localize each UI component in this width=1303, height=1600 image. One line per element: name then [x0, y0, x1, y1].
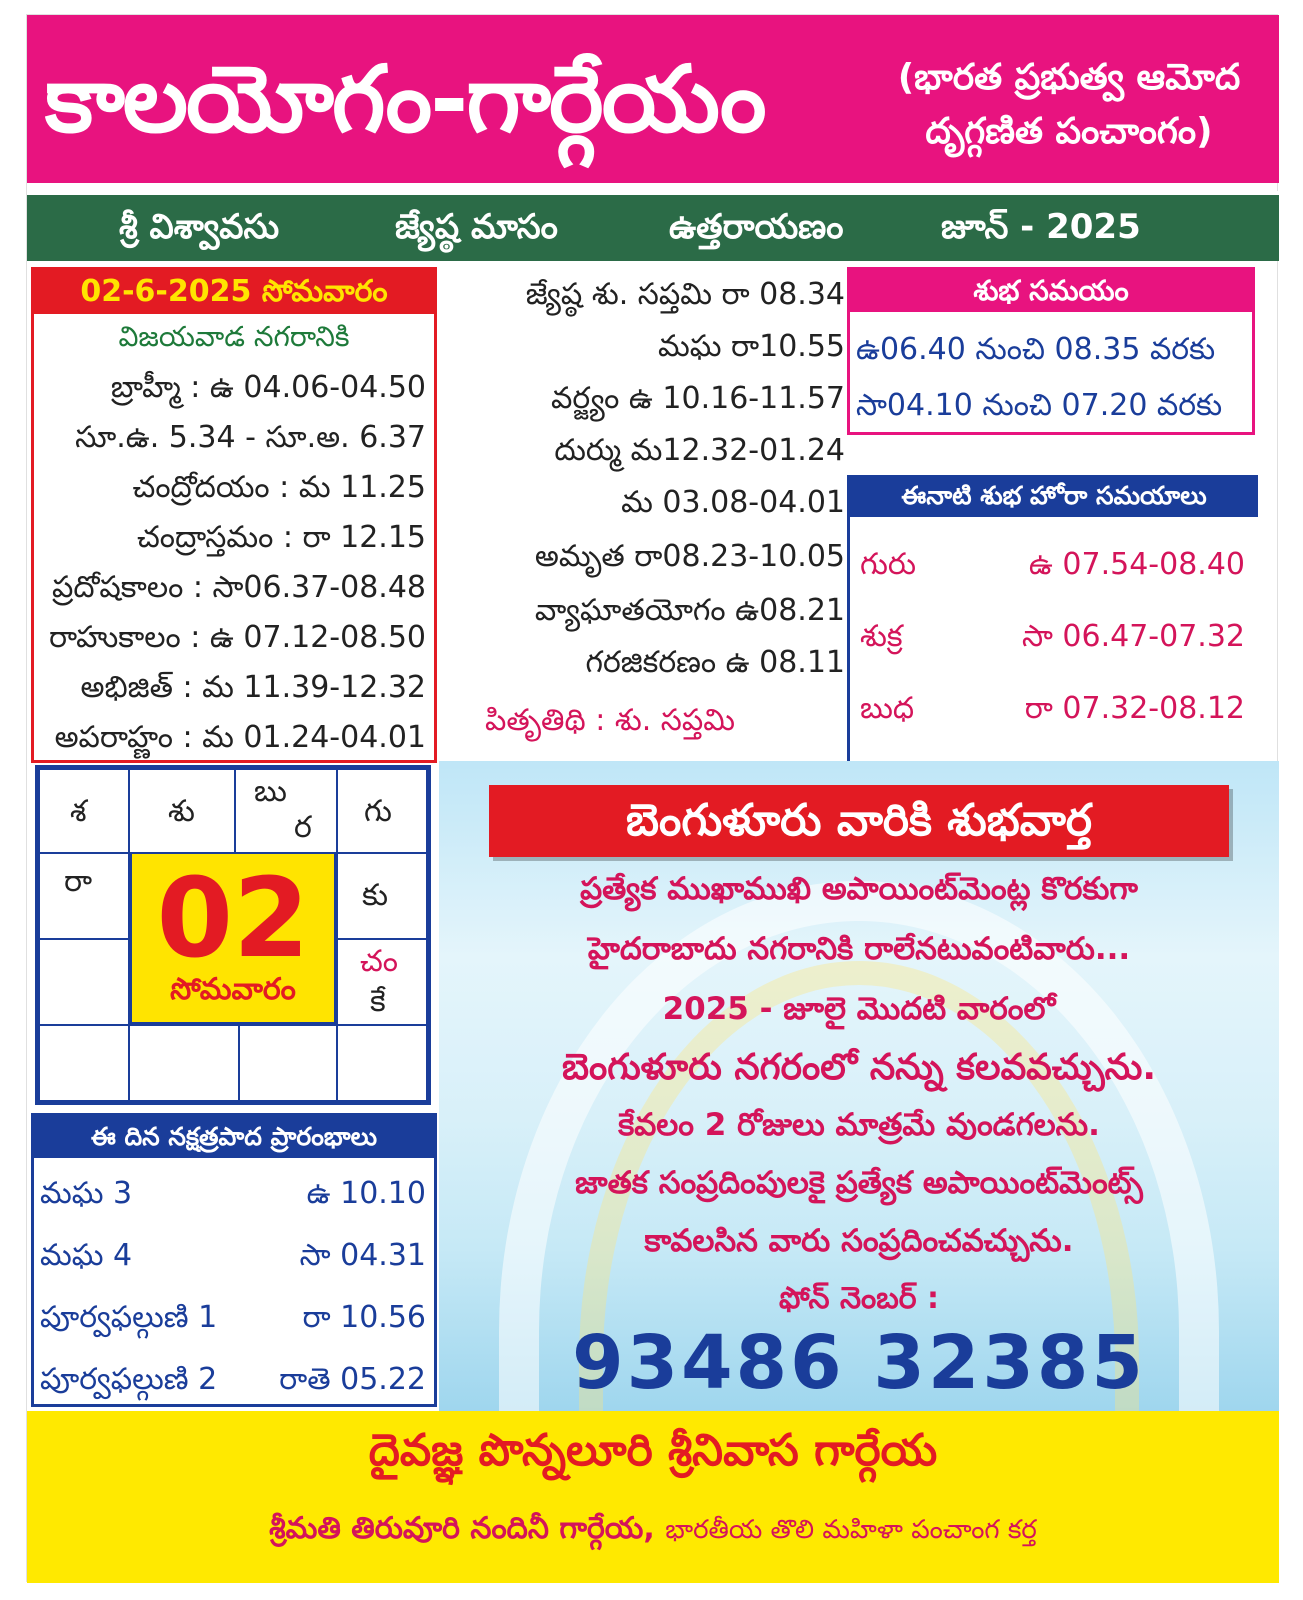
- chart-cell: [238, 1024, 338, 1102]
- panchangam-page: [26, 14, 1278, 1582]
- timing-row: అపరాహ్ణం : మ 01.24-04.01: [54, 720, 426, 755]
- timing-row: ప్రదోషకాలం : సా06.37-08.48: [51, 570, 426, 605]
- chart-graha: శ: [70, 794, 87, 829]
- coauthor-role: భారతీయ తొలి మహిళా పంచాంగ కర్త: [665, 1515, 1037, 1545]
- shubha-samayam-box: [847, 267, 1255, 435]
- tithi-row: జ్యేష్ఠ శు. సప్తమి రా 08.34: [525, 277, 845, 312]
- nakshatra-time: ఉ 10.10: [306, 1176, 426, 1211]
- announcement-title: బెంగుళూరు వారికి శుభవార్త: [489, 785, 1229, 857]
- hora-heading: ఈనాటి శుభ హోరా సమయాలు: [850, 475, 1258, 517]
- timing-row: సూ.ఉ. 5.34 - సూ.అ. 6.37: [75, 420, 426, 455]
- samvatsara-label: శ్రీ విశ్వావసు: [119, 207, 280, 247]
- hora-name: శుక్ర: [860, 619, 903, 654]
- shubha-time-row: సా04.10 నుంచి 07.20 వరకు: [856, 388, 1223, 423]
- phone-label: ఫోన్ నెంబర్ :: [779, 1281, 939, 1316]
- nakshatra-name: మఘ 4: [40, 1238, 133, 1273]
- chart-graha: కే: [370, 984, 386, 1019]
- chart-center-date: [130, 852, 336, 1024]
- hora-time: సా 06.47-07.32: [1021, 619, 1245, 654]
- announcement-line: జాతక సంప్రదింపులకై ప్రత్యేక అపాయింట్‌మెంట్స్: [575, 1165, 1143, 1201]
- center-date-number: 02: [156, 854, 310, 982]
- nakshatra-time: రా 10.56: [302, 1300, 426, 1335]
- announcement-line: ప్రత్యేక ముఖాముఖి అపాయింట్‌మెంట్ల కొరకుగా: [580, 871, 1138, 907]
- chart-graha: చం: [360, 944, 399, 979]
- chart-cell: [38, 768, 130, 854]
- chart-graha: గు: [364, 794, 392, 829]
- chart-cell: [336, 852, 428, 940]
- chart-cell: [128, 768, 236, 854]
- page-title: కాలయోగం-గార్గేయం: [45, 46, 765, 153]
- date-day-heading: 02-6-2025 సోమవారం: [34, 270, 434, 314]
- durmuhurtham-row-2: మ 03.08-04.01: [621, 485, 845, 520]
- chart-graha: బు: [254, 774, 287, 809]
- chart-graha: శు: [168, 794, 195, 829]
- chart-cell: [128, 1024, 240, 1102]
- hora-name: గురు: [860, 547, 917, 582]
- amrutha-row: అమృత రా08.23-10.05: [534, 539, 845, 574]
- subtitle-line-2: దృగ్గణిత పంచాంగం): [925, 111, 1213, 152]
- chart-graha: ర: [294, 810, 312, 845]
- author-name: దైవజ్ఞ పొన్నలూరి శ్రీనివాస గార్గేయ: [368, 1425, 938, 1476]
- chart-cell: [336, 1024, 428, 1102]
- coauthor-name: శ్రీమతి తిరువూరి నందినీ గార్గేయ,: [269, 1511, 655, 1546]
- announcement-line: బెంగుళూరు నగరంలో నన్ను కలవవచ్చును.: [561, 1047, 1157, 1088]
- subtitle-line-1: (భారత ప్రభుత్వ ఆమోద: [897, 57, 1241, 98]
- pitru-tithi: పితృతిథి : శు. సప్తమి: [485, 703, 735, 738]
- chart-cell: [38, 852, 130, 940]
- coauthor-line: [27, 1511, 1279, 1553]
- rasi-chart: [35, 765, 431, 1105]
- nakshatra-pada-box: [31, 1113, 437, 1407]
- hora-name: బుధ: [860, 691, 915, 726]
- masa-label: జ్యేష్ఠ మాసం: [395, 207, 558, 247]
- announcement-line: కేవలం 2 రోజులు మాత్రమే వుండగలను.: [618, 1107, 1100, 1143]
- announcement-line: కావలసిన వారు సంప్రదించవచ్చును.: [644, 1223, 1074, 1259]
- chart-cell: [234, 768, 338, 854]
- timing-row: చంద్రాస్తమం : రా 12.15: [137, 520, 426, 555]
- header-banner: [27, 15, 1279, 183]
- varjyam-row: వర్జ్యం ఉ 10.16-11.57: [551, 381, 845, 416]
- nakshatra-pada-heading: ఈ దిన నక్షత్రపాద ప్రారంభాలు: [34, 1116, 434, 1158]
- ayana-label: ఉత్తరాయణం: [669, 207, 844, 247]
- chart-cell: [38, 1024, 130, 1102]
- nakshatra-row: మఘ రా10.55: [657, 329, 845, 364]
- hora-box: [847, 475, 1255, 763]
- footer-banner: [27, 1411, 1279, 1583]
- chart-cell: [336, 768, 428, 854]
- timing-row: బ్రాహ్మీ : ఉ 04.06-04.50: [110, 370, 426, 405]
- chart-graha: రా: [64, 864, 93, 899]
- announcement-line: 2025 - జూలై మొదటి వారంలో: [662, 991, 1056, 1027]
- center-day-name: సోమవారం: [170, 972, 296, 1007]
- chart-cell: [336, 938, 428, 1026]
- hora-time: ఉ 07.54-08.40: [1028, 547, 1245, 582]
- phone-number[interactable]: 93486 32385: [572, 1320, 1146, 1406]
- announcement-line: హైదరాబాదు నగరానికి రాలేనటువంటివారు...: [587, 931, 1131, 967]
- yogam-row: వ్యాఘాతయోగం ఉ08.21: [534, 593, 845, 628]
- shubha-samayam-heading: శుభ సమయం: [850, 270, 1252, 312]
- month-year-label: జూన్ - 2025: [941, 207, 1141, 247]
- timing-row: అభిజిత్ : మ 11.39-12.32: [80, 670, 426, 705]
- calendar-info-bar: [27, 191, 1279, 261]
- nakshatra-time: సా 04.31: [299, 1238, 426, 1273]
- chart-graha: కు: [362, 878, 389, 913]
- timing-row: రాహుకాలం : ఉ 07.12-08.50: [48, 620, 426, 655]
- nakshatra-name: పూర్వఫల్గుణి 2: [40, 1362, 218, 1397]
- timing-row: చంద్రోదయం : మ 11.25: [132, 470, 426, 505]
- header-subtitle: [869, 51, 1269, 159]
- daily-timings-panel: [31, 267, 437, 763]
- chart-cell: [38, 938, 130, 1026]
- bengaluru-announcement: [439, 761, 1279, 1411]
- hora-time: రా 07.32-08.12: [1024, 691, 1245, 726]
- shubha-time-row: ఉ06.40 నుంచి 08.35 వరకు: [856, 332, 1216, 367]
- durmuhurtham-row: దుర్ము మ12.32-01.24: [554, 433, 845, 468]
- nakshatra-name: మఘ 3: [40, 1176, 133, 1211]
- nakshatra-name: పూర్వఫల్గుణి 1: [40, 1300, 218, 1335]
- karanam-row: గరజికరణం ఉ 08.11: [585, 645, 845, 680]
- nakshatra-time: రాతె 05.22: [279, 1362, 426, 1397]
- city-label: విజయవాడ నగరానికి: [118, 320, 350, 353]
